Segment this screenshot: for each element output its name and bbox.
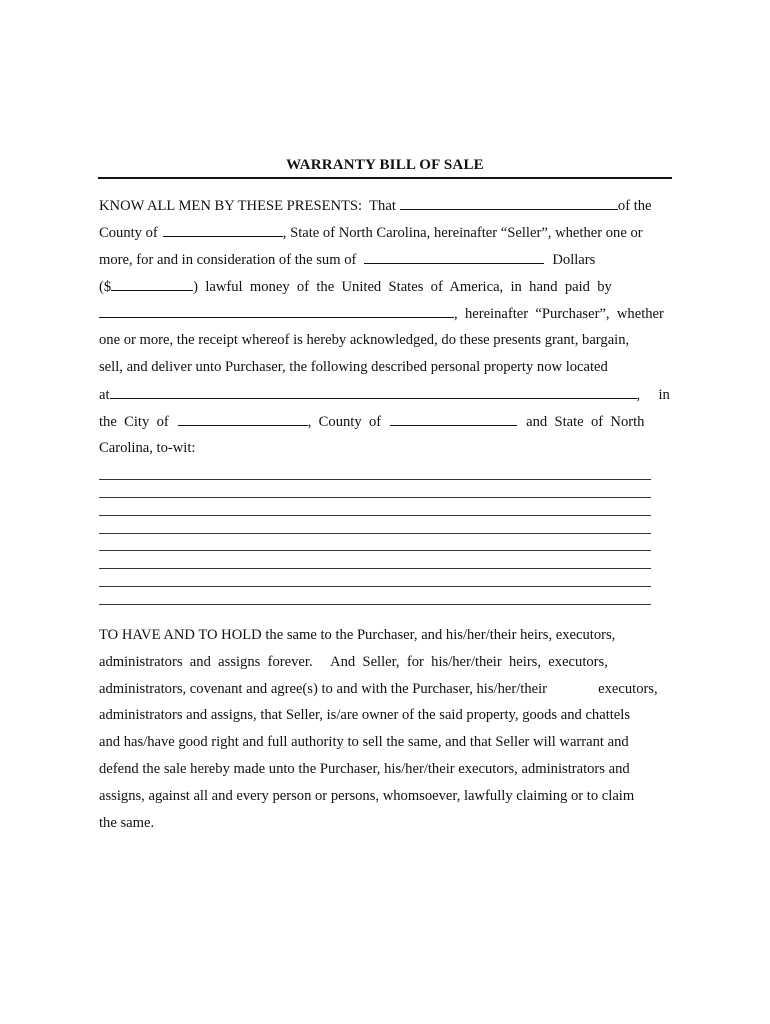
intro-line-8 <box>99 385 671 404</box>
closing-line-4-text: administrators and assigns, that Seller, is/are owner of the said property, goods and chattels <box>99 707 631 723</box>
intro-line-8-text-b: , in <box>636 387 670 403</box>
intro-line-6 <box>99 331 671 349</box>
intro-line-2 <box>99 223 671 242</box>
closing-line-2 <box>99 653 671 671</box>
intro-line-1 <box>99 196 671 215</box>
intro-line-9 <box>99 412 671 431</box>
intro-line-9-text-a: the City of <box>99 414 169 430</box>
property-description-line-7[interactable] <box>99 586 651 587</box>
closing-line-1-text: TO HAVE AND TO HOLD the same to the Purchaser, and his/her/their heirs, executors, <box>99 627 616 643</box>
property-city-blank[interactable] <box>178 412 308 426</box>
closing-line-6 <box>99 760 671 778</box>
closing-line-7-text: assigns, against all and every person or persons, whomsoever, lawfully claiming or to claim <box>99 788 635 804</box>
property-location-blank[interactable] <box>110 385 637 399</box>
intro-line-5-text-b: , hereinafter “Purchaser”, whether <box>454 306 664 322</box>
intro-line-4-text-b: ) lawful money of the United States of America, in hand paid by <box>193 279 612 295</box>
sum-amount-blank[interactable] <box>111 277 193 291</box>
intro-line-1-text-b: of the <box>617 198 652 214</box>
property-description-line-2[interactable] <box>99 497 651 498</box>
closing-line-4 <box>99 706 671 724</box>
intro-line-4 <box>99 277 671 296</box>
intro-line-2-text-b: , State of North Carolina, hereinafter “Seller”, whether one or <box>282 225 643 241</box>
property-description-line-3[interactable] <box>99 515 651 516</box>
closing-line-7 <box>99 787 671 805</box>
intro-line-10 <box>99 439 671 457</box>
intro-line-3 <box>99 250 671 269</box>
intro-line-6-text: one or more, the receipt whereof is hereby acknowledged, do these presents grant, bargain, <box>99 332 630 348</box>
closing-line-3-text: administrators, covenant and agree(s) to and with the Purchaser, his/her/their executors, <box>99 681 658 697</box>
intro-line-8-text-a: at <box>99 387 110 403</box>
sum-words-blank[interactable] <box>364 250 544 264</box>
intro-line-2-text-a: County of <box>99 225 158 241</box>
closing-line-8-text: the same. <box>99 815 155 831</box>
intro-line-5 <box>99 304 671 323</box>
property-county-blank[interactable] <box>390 412 517 426</box>
closing-line-5 <box>99 733 671 751</box>
closing-line-8 <box>99 814 671 832</box>
intro-line-7 <box>99 358 671 376</box>
purchaser-name-blank[interactable] <box>99 304 454 318</box>
property-description-line-4[interactable] <box>99 533 651 534</box>
closing-line-5-text: and has/have good right and full authority to sell the same, and that Seller will warrant and <box>99 734 629 750</box>
seller-name-blank[interactable] <box>400 196 618 210</box>
intro-line-7-text: sell, and deliver unto Purchaser, the following described personal property now located <box>99 359 608 375</box>
seller-county-blank[interactable] <box>163 223 283 237</box>
intro-line-3-text-b: Dollars <box>552 252 596 268</box>
closing-line-6-text: defend the sale hereby made unto the Purchaser, his/her/their executors, administrators and <box>99 761 630 777</box>
intro-line-10-text: Carolina, to-wit: <box>99 440 196 456</box>
intro-line-9-text-c: and State of North <box>526 414 645 430</box>
property-description-line-6[interactable] <box>99 568 651 569</box>
property-description-line-8[interactable] <box>99 604 651 605</box>
closing-line-2-text: administrators and assigns forever. And Seller, for his/her/their heirs, executors, <box>99 654 608 670</box>
intro-line-9-text-b: , County of <box>307 414 382 430</box>
closing-line-3 <box>99 680 671 698</box>
document-title: WARRANTY BILL OF SALE <box>286 157 484 173</box>
property-description-line-1[interactable] <box>99 479 651 480</box>
intro-line-4-text-a: ($ <box>99 279 112 295</box>
intro-line-1-text-a: KNOW ALL MEN BY THESE PRESENTS: That <box>99 198 396 214</box>
closing-line-1 <box>99 626 671 644</box>
intro-line-3-text-a: more, for and in consideration of the sum of <box>99 252 357 268</box>
title-underline <box>98 177 672 179</box>
property-description-line-5[interactable] <box>99 550 651 551</box>
